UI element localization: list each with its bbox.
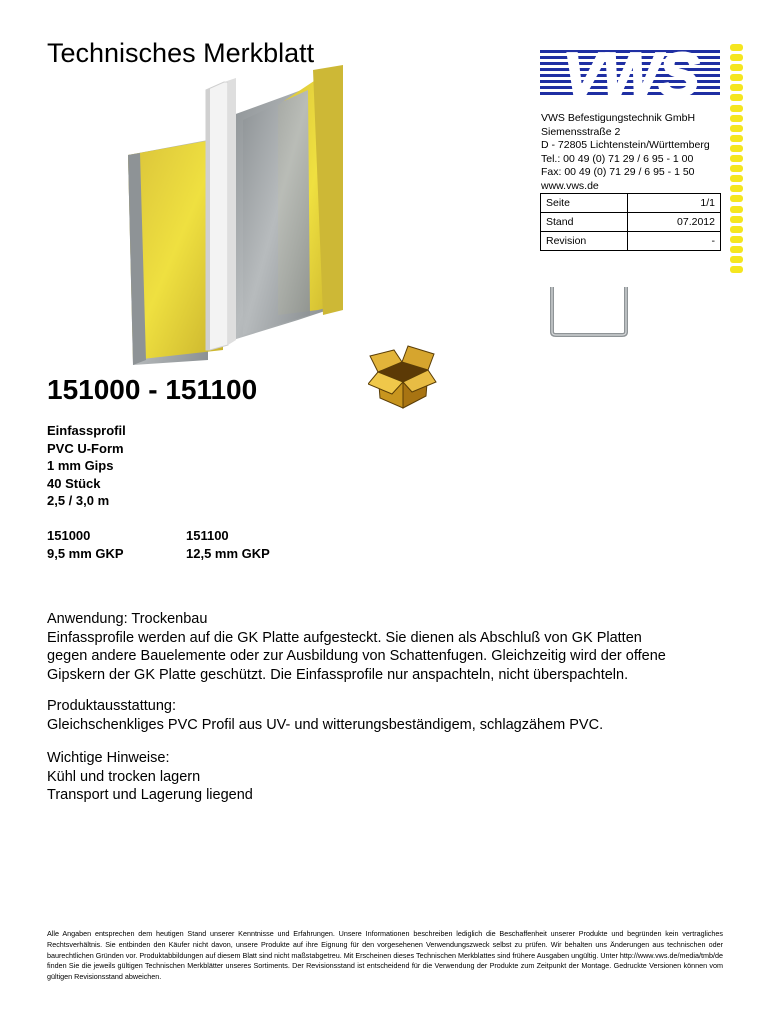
section-line: Gleichschenkliges PVC Profil aus UV- und witterungsbeständigem, schlagzähem PVC. xyxy=(47,716,604,733)
info-value: - xyxy=(628,232,721,251)
box-icon xyxy=(368,344,438,410)
section-heading: Wichtige Hinweise: xyxy=(47,750,170,766)
variant-151100 xyxy=(186,527,270,562)
info-row-stand xyxy=(541,213,721,232)
product-image xyxy=(128,60,343,365)
article-number-range: 151000 - 151100 xyxy=(47,374,258,405)
company-phone: Tel.: 00 49 (0) 71 29 / 6 95 - 1 00 xyxy=(541,152,694,165)
section-line: Gipskern der GK Platte geschützt. Die Einfassprofile nur anspachteln, nicht überspachteln. xyxy=(47,666,629,683)
info-label: Revision xyxy=(541,232,628,251)
company-logo xyxy=(540,50,720,100)
info-label: Seite xyxy=(541,194,628,213)
section-produktausstattung xyxy=(47,697,747,734)
section-hinweise xyxy=(47,749,747,805)
section-line: Kühl und trocken lagern xyxy=(47,768,201,785)
u-profile-icon xyxy=(548,285,630,337)
info-row-revision xyxy=(541,232,721,251)
info-label: Stand xyxy=(541,213,628,232)
company-city: D - 72805 Lichtenstein/Württemberg xyxy=(541,139,710,152)
section-anwendung xyxy=(47,610,747,684)
variant-number: 151100 xyxy=(186,528,229,543)
info-value: 07.2012 xyxy=(628,213,721,232)
variant-description: 9,5 mm GKP xyxy=(47,545,124,561)
legal-disclaimer: Alle Angaben entsprechen dem heutigen Stand unserer Kenntnisse und Erfahrungen. Unsere Informationen beschreiben lediglich die Beschaffenheit unserer Produkte und begründen kein vertragliches Rechtsverhältnis. Sie entbinden den Käufer nicht davon, unsere Produkte auf ihre Eignung für den vorgesehenen Verwendungszweck selbst zu prüfen. Wir behalten uns Änderungen aus technischen oder baurechtlichen Gründen vor. Produktabbildungen auf diesem Blatt sind nicht maßstabgetreu. Mit Erscheinen dieses Technischen Merkblattes sind frühere Ausgaben ungültig. Unter http://www.vws.de/media/tmb/de finden Sie die jeweils gültigen Technischen Merkblätter unseres Sortiments. Der Revisionsstand ist entscheidend für die Verwendung der Produkte zum Zeitpunkt der Montage. Gedruckte Versionen können vom gültigen Revisionsstand abweichen. xyxy=(47,929,723,982)
variant-description: 12,5 mm GKP xyxy=(186,545,270,561)
section-line: gegen andere Bauelemente oder zur Ausbildung von Schattenfugen. Gleichzeitig wird der offene xyxy=(47,648,666,664)
product-specs xyxy=(47,422,126,510)
section-heading: Produktausstattung: xyxy=(47,698,176,714)
section-line: Einfassprofile werden auf die GK Platte aufgesteckt. Sie dienen als Abschluß von GK Platten xyxy=(47,629,642,646)
spec-item: PVC U-Form xyxy=(47,440,124,456)
variant-number: 151000 xyxy=(47,528,91,543)
company-street: Siemensstraße 2 xyxy=(541,125,621,138)
spec-item: 2,5 / 3,0 m xyxy=(47,493,110,508)
page-title: Technisches Merkblatt xyxy=(47,38,315,68)
info-value: 1/1 xyxy=(628,194,721,213)
section-heading: Anwendung: Trockenbau xyxy=(47,611,208,627)
logo-dot-strip xyxy=(730,44,744,276)
company-address xyxy=(541,112,710,194)
company-name: VWS Befestigungstechnik GmbH xyxy=(541,112,696,124)
spec-item: 1 mm Gips xyxy=(47,458,114,473)
info-row-seite xyxy=(541,194,721,213)
company-website: www.vws.de xyxy=(541,179,599,192)
document-info-table xyxy=(540,193,721,251)
spec-item: Einfassprofil xyxy=(47,423,126,438)
spec-item: 40 Stück xyxy=(47,475,101,491)
logo-text: VWS xyxy=(562,50,698,100)
variant-151000 xyxy=(47,527,124,562)
section-line: Transport und Lagerung liegend xyxy=(47,787,253,803)
company-fax: Fax: 00 49 (0) 71 29 / 6 95 - 1 50 xyxy=(541,166,695,179)
